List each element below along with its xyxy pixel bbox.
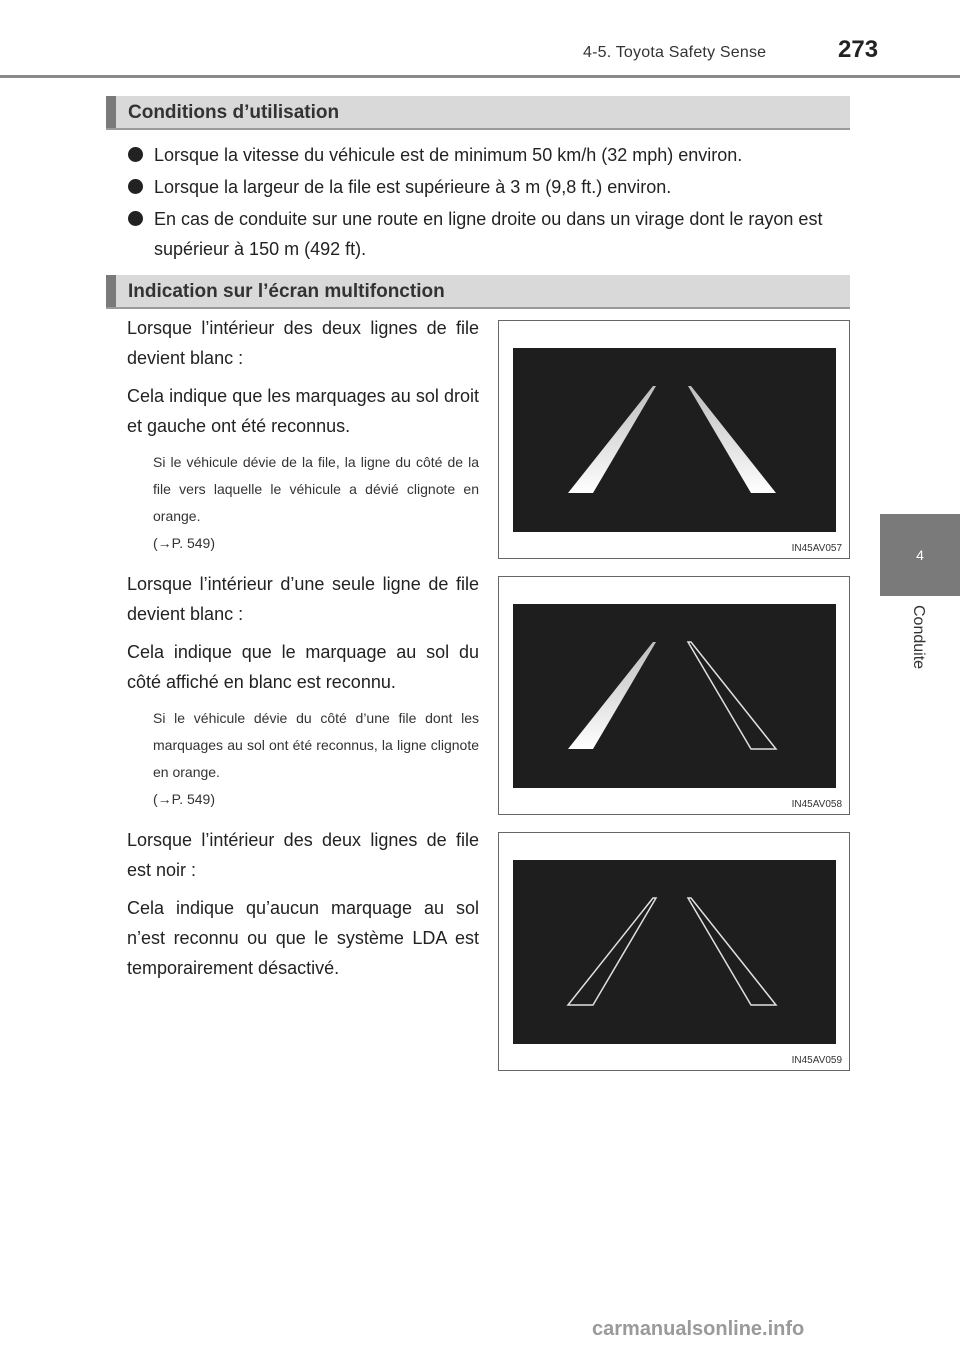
figure-code: IN45AV057: [791, 543, 842, 554]
display-screen: [513, 860, 836, 1044]
figure-one-lane-white: [498, 576, 850, 815]
bullet-icon: [128, 179, 143, 194]
display-screen: [513, 348, 836, 532]
list-item: [128, 172, 858, 202]
list-item: [128, 140, 858, 170]
section-heading-bar: [106, 275, 116, 307]
list-item-text: Lorsque la largeur de la file est supérieure à 3 m (9,8 ft.) environ.: [154, 177, 672, 197]
section-title-conditions: Conditions d’utilisation: [128, 102, 340, 123]
list-item: [128, 204, 874, 264]
indication-item-3: [127, 825, 479, 991]
item-description: Cela indique que le marquage au sol du côté affiché en blanc est reconnu.: [127, 642, 479, 692]
bullet-icon: [128, 211, 143, 226]
section-title-indication: Indication sur l’écran multifonction: [128, 281, 445, 302]
header-divider: [0, 75, 960, 78]
item-heading: Lorsque l’intérieur des deux lignes de file est noir :: [127, 830, 479, 880]
conditions-list: [128, 140, 858, 266]
page-number: 273: [838, 36, 879, 63]
running-header-section: 4-5. Toyota Safety Sense: [583, 44, 767, 61]
lane-lines-icon: [513, 604, 836, 788]
bullet-icon: [128, 147, 143, 162]
item-note: Si le véhicule dévie de la file, la ligne du côté de la file vers laquelle le véhicule a dévié clignote en orange.: [153, 454, 479, 524]
indication-item-1: [127, 313, 479, 557]
display-screen: [513, 604, 836, 788]
list-item-text: En cas de conduite sur une route en ligne droite ou dans un virage dont le rayon est supérieur à 150 m (492 ft).: [154, 209, 823, 259]
lane-lines-icon: [513, 860, 836, 1044]
figure-code: IN45AV058: [791, 799, 842, 810]
section-heading-conditions: [106, 96, 850, 130]
item-note: Si le véhicule dévie du côté d’une file dont les marquages au sol ont été reconnus, la ligne clignote en orange.: [153, 710, 479, 780]
watermark: carmanualsonline.info: [592, 1318, 805, 1340]
chapter-name-label: Conduite: [910, 605, 927, 670]
item-description: Cela indique qu’aucun marquage au sol n’est reconnu ou que le système LDA est temporairement désactivé.: [127, 898, 479, 978]
list-item-text: Lorsque la vitesse du véhicule est de minimum 50 km/h (32 mph) environ.: [154, 145, 743, 165]
figure-both-lanes-black: [498, 832, 850, 1071]
indication-item-2: [127, 569, 479, 813]
page-reference-link[interactable]: (→P. 549): [153, 791, 215, 807]
chapter-tab[interactable]: 4: [880, 514, 960, 596]
page-reference-link[interactable]: (→P. 549): [153, 535, 215, 551]
figure-code: IN45AV059: [791, 1055, 842, 1066]
lane-lines-icon: [513, 348, 836, 532]
figure-both-lanes-white: [498, 320, 850, 559]
section-heading-indication: [106, 275, 850, 309]
item-heading: Lorsque l’intérieur d’une seule ligne de file devient blanc :: [127, 574, 479, 624]
section-heading-bar: [106, 96, 116, 128]
item-heading: Lorsque l’intérieur des deux lignes de file devient blanc :: [127, 318, 479, 368]
item-description: Cela indique que les marquages au sol droit et gauche ont été reconnus.: [127, 386, 479, 436]
